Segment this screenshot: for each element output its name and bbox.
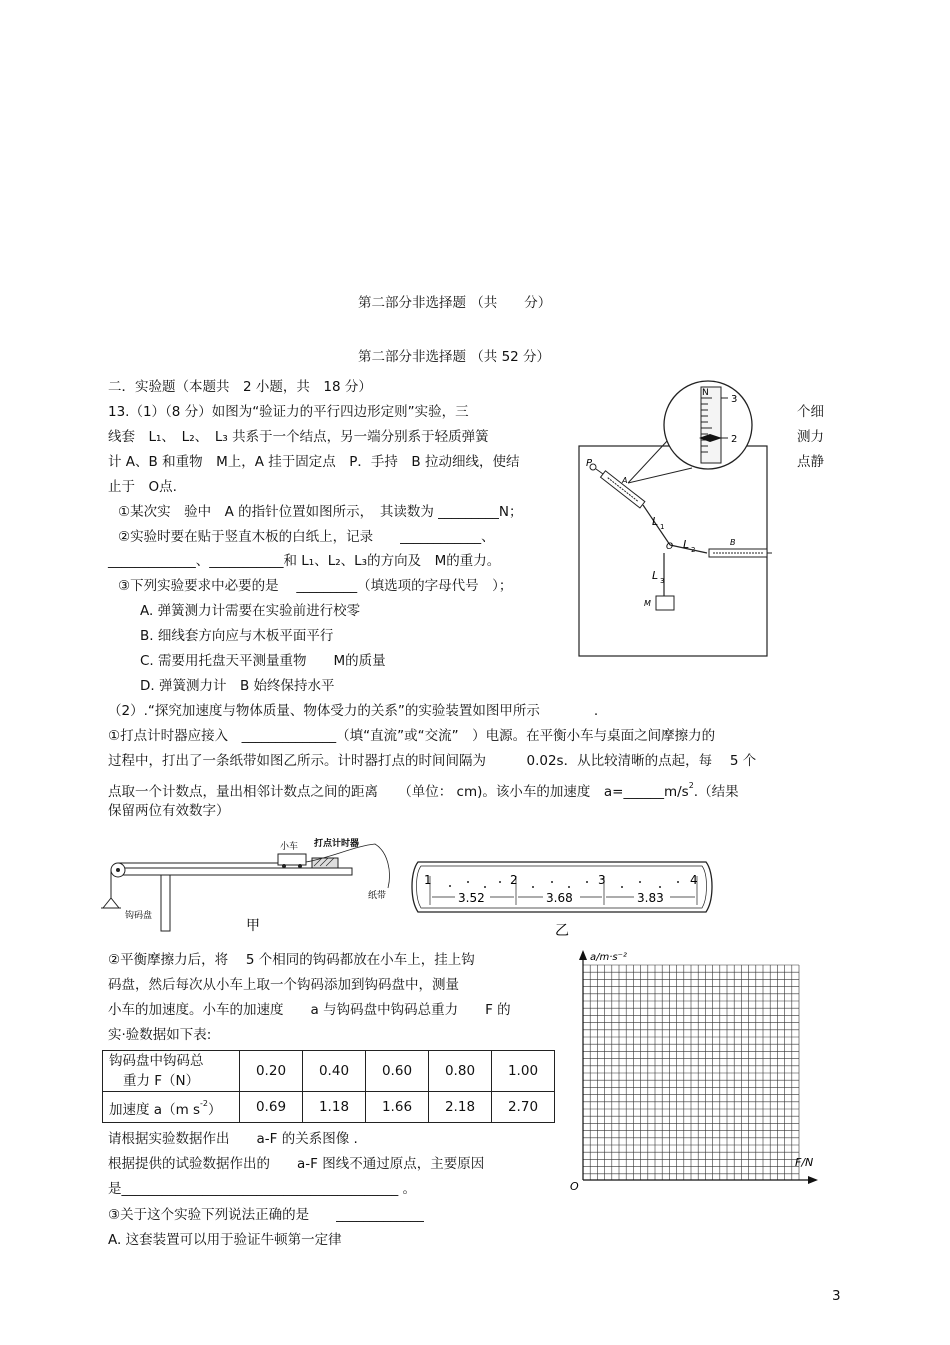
tape-point-2: 2 [510,873,518,887]
q13-option-c: C. 需要用托盘天平测量重物 M的质量 [140,653,386,669]
tape-point-3: 3 [598,873,606,887]
graph-y-label: a/m·s⁻² [590,952,627,963]
label-l2-sub: 2 [691,546,696,554]
q13-line3-right: 点静 [797,454,824,470]
q13-option-b: B. 细线套方向应与木板平面平行 [140,628,334,644]
table-header-accel-unit: a（m s [153,1102,201,1118]
table-cell: 1.00 [492,1051,555,1092]
q13-item1: ①某次实 验中 A 的指针位置如图所示， 其读数为 _________N； [118,504,523,520]
timer-label: 打点计时器 [314,839,360,849]
table-header-accel-text: 加速度 [109,1102,150,1118]
table-cell: 0.20 [240,1051,303,1092]
q13-item3: ③下列实验要求中必要的是 _________（填选项的字母代号 ）； [118,578,513,594]
q13-2-after3: 是_________________________________________ 。 [108,1181,417,1197]
label-p: P [586,458,593,469]
tape-point-1: 1 [424,873,432,887]
pan-label: 钩码盘 [125,911,153,921]
tape-distance-2: 3.68 [546,891,573,905]
label-m: M [644,599,651,608]
cart-label: 小车 [280,842,299,852]
q13-2-p2-l3: 小车的加速度。小车的加速度 a 与钩码盘中钩码总重力 F 的 [108,1002,511,1018]
q13-item2-a: ②实验时要在贴于竖直木板的白纸上，记录 ____________、 [118,529,495,545]
table-cell: 2.18 [429,1092,492,1123]
label-l2: L [683,538,690,551]
label-l3-sub: 3 [660,577,665,585]
tape-point-4: 4 [690,873,698,887]
table-cell: 0.60 [366,1051,429,1092]
q13-2-after2: 根据提供的试验数据作出的 a-F 图线不通过原点，主要原因 [108,1156,485,1172]
q13-2-intro: （2）.“探究加速度与物体质量、物体受力的关系”的实验装置如图甲所示 . [108,703,599,719]
caption-jia: 甲 [246,918,260,934]
q13-2-p3: ③关于这个实验下列说法正确的是 _____________ [108,1207,424,1223]
q13-line1-right: 个细 [797,404,824,420]
q13-2-p2-l1: ②平衡摩擦力后，将 5 个相同的钩码都放在小车上，挂上钩 [108,952,475,968]
graph-origin: O [570,1180,579,1193]
table-cell: 2.70 [492,1092,555,1123]
q13-item2-b: _____________、___________和 L₁、L₂、L₃的方向及 M的重力。 [108,553,501,569]
q13-2-p1-l3-end: .（结果 [693,784,739,800]
q13-2-after1: 请根据实验数据作出 a-F 的关系图像 . [108,1131,358,1147]
q13-line2-right: 测力 [797,429,824,445]
table-cell: 0.69 [240,1092,303,1123]
q13-2-p1-l4: 保留两位有效数字） [108,803,230,819]
graph-x-label: F/N [795,1156,814,1169]
table-cell: 0.80 [429,1051,492,1092]
table-cell: 0.40 [303,1051,366,1092]
tape-distance-1: 3.52 [458,891,485,905]
scale-label-3: 3 [731,394,738,405]
q13-2-p1-l3-text: 点取一个计数点，量出相邻计数点之间的距离 （单位： cm)。该小车的加速度 a=______m/s [108,784,689,800]
table-cell: 1.66 [366,1092,429,1123]
table-header-force-l1: 钩码盘中钩码总 [109,1053,204,1069]
q13-line3: 计 A、B 和重物 M上，A 挂于固定点 P．手持 B 拉动细线，使结 [108,454,520,470]
tape-label: 纸带 [368,891,387,901]
table-header-force-l2: 重力 F（N） [123,1073,200,1089]
q13-2-p3-option-a: A. 这套装置可以用于验证牛顿第一定律 [108,1232,342,1248]
label-l1-sub: 1 [660,523,665,531]
section-heading: 二．实验题（本题共 2 小题，共 18 分） [108,379,372,395]
table-header-accel-sup: -2 [200,1099,209,1108]
scale-label-n: N [702,388,709,398]
q13-line2: 线套 L₁、 L₂、 L₃ 共系于一个结点，另一端分别系于轻质弹簧 [108,429,489,445]
q13-line4: 止于 O点. [108,479,177,495]
tape-distance-3: 3.83 [637,891,664,905]
label-l1: L [652,515,659,528]
label-a: A [622,476,628,485]
label-l3: L [652,569,659,582]
part-title-blank: 第二部分非选择题 （共 分） [358,295,552,311]
table-header-accel-end: ） [208,1102,222,1118]
q13-2-p1-l1: ①打点计时器应接入 ______________（填“直流”或“交流” ）电源。在平衡小车与桌面之间摩擦力的 [108,728,716,744]
table-cell: 1.18 [303,1092,366,1123]
q13-2-p2-l4: 实·验数据如下表: [108,1027,212,1043]
unit-exponent: 2 [688,781,694,790]
label-b: B [730,538,736,547]
caption-yi: 乙 [555,923,569,939]
q13-option-d: D. 弹簧测力计 B 始终保持水平 [140,678,335,694]
q13-option-a: A. 弹簧测力计需要在实验前进行校零 [140,603,361,619]
label-o: O [666,542,674,552]
page-number: 3 [832,1288,841,1304]
q13-2-p1-l2: 过程中，打出了一条纸带如图乙所示。计时器打点的时间间隔为 0.02s．从比较清晰的点起，每 5 个 [108,753,757,769]
q13-2-p2-l2: 码盘，然后每次从小车上取一个钩码添加到钩码盘中，测量 [108,977,459,993]
q13-line1: 13.（1）（8 分）如图为“验证力的平行四边形定则”实验，三 [108,404,469,420]
scale-label-2: 2 [731,434,738,445]
part-title: 第二部分非选择题 （共 52 分） [358,349,551,365]
